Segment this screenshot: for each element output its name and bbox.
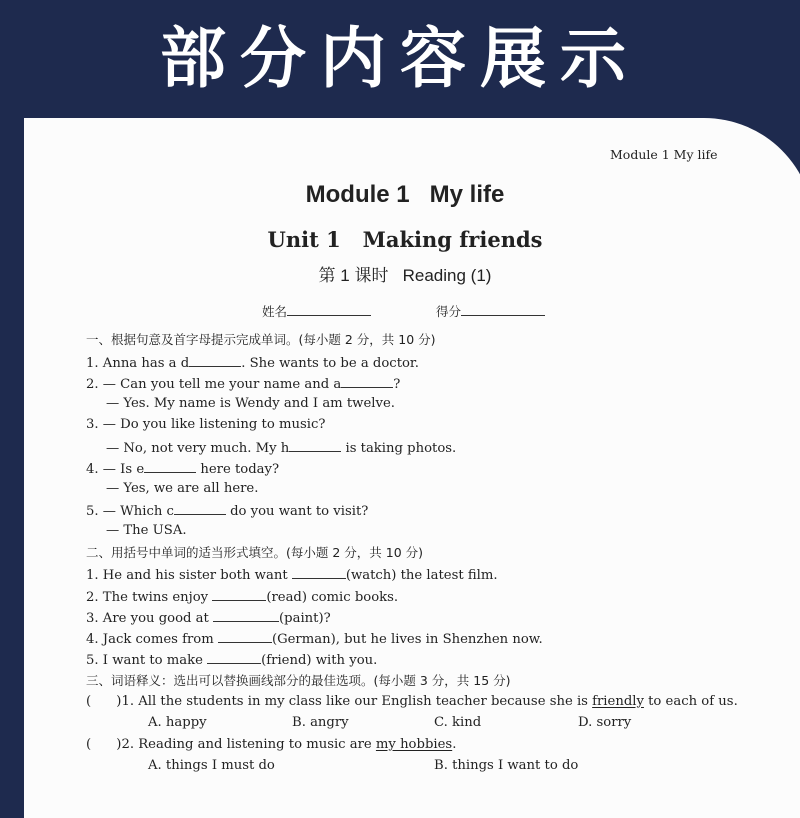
s2-question-5: 5. I want to make (friend) with you. bbox=[86, 650, 377, 670]
s1-q5-answer: — The USA. bbox=[106, 523, 187, 538]
banner bbox=[0, 0, 800, 120]
s1-q2-answer: — Yes. My name is Wendy and I am twelve. bbox=[106, 396, 395, 411]
s2-question-1: 1. He and his sister both want (watch) the latest film. bbox=[86, 565, 498, 585]
s2-q3-blank[interactable] bbox=[213, 608, 279, 622]
score-field[interactable] bbox=[436, 302, 545, 322]
s2-q4-blank[interactable] bbox=[218, 629, 272, 643]
s1-question-3: 3. — Do you like listening to music? bbox=[86, 417, 326, 432]
score-blank[interactable] bbox=[461, 302, 545, 316]
running-header: Module 1 My life bbox=[610, 147, 718, 162]
s3-q2-option-b[interactable]: B. things I want to do bbox=[434, 758, 579, 773]
section2-heading: 二、用括号中单词的适当形式填空。(每小题 2 分，共 10 分) bbox=[86, 545, 424, 560]
s3-q2-underlined: my hobbies bbox=[375, 737, 453, 752]
s1-q3-line2: — No, not very much. My h is taking photos. bbox=[106, 438, 456, 458]
s1-q5-blank[interactable] bbox=[174, 501, 226, 515]
s3-question-2: ( )2. Reading and listening to music are my hobbies. bbox=[86, 737, 457, 752]
name-label: 姓名 bbox=[262, 304, 288, 319]
section1-heading: 一、根据句意及首字母提示完成单词。(每小题 2 分，共 10 分) bbox=[86, 332, 436, 347]
section3-heading: 三、词语释义：选出可以替换画线部分的最佳选项。(每小题 3 分，共 15 分) bbox=[86, 673, 511, 688]
s1-question-1: 1. Anna has a d . She wants to be a doctor. bbox=[86, 353, 419, 373]
banner-title: 部分内容展示 bbox=[160, 20, 640, 97]
s3-q1-option-a[interactable]: A. happy bbox=[148, 715, 207, 730]
s2-question-4: 4. Jack comes from (German), but he lives in Shenzhen now. bbox=[86, 629, 543, 649]
s1-question-2: 2. — Can you tell me your name and a ? bbox=[86, 374, 400, 394]
s3-q1-option-b[interactable]: B. angry bbox=[292, 715, 349, 730]
s2-q5-blank[interactable] bbox=[207, 650, 261, 664]
s1-question-4: 4. — Is e here today? bbox=[86, 459, 279, 479]
s3-q1-option-d[interactable]: D. sorry bbox=[578, 715, 632, 730]
s1-q4-blank[interactable] bbox=[144, 459, 196, 473]
s3-q2-option-a[interactable]: A. things I must do bbox=[148, 758, 275, 773]
s2-q2-blank[interactable] bbox=[212, 587, 266, 601]
s1-q3-blank[interactable] bbox=[289, 438, 341, 452]
s2-question-2: 2. The twins enjoy (read) comic books. bbox=[86, 587, 398, 607]
s1-question-5: 5. — Which c do you want to visit? bbox=[86, 501, 368, 521]
s2-q1-blank[interactable] bbox=[292, 565, 346, 579]
s3-question-1: ( )1. All the students in my class like our English teacher because she is friendly to each of us. bbox=[86, 694, 738, 709]
s3-q1-option-c[interactable]: C. kind bbox=[434, 715, 482, 730]
s3-q1-underlined: friendly bbox=[592, 694, 644, 709]
lesson-title: 第 1 课时 Reading (1) bbox=[318, 266, 492, 285]
s3-q2-bracket[interactable]: ( ) bbox=[86, 737, 122, 752]
s1-q2-blank[interactable] bbox=[341, 374, 393, 388]
unit-title: Unit 1 Making friends bbox=[267, 227, 543, 252]
s2-question-3: 3. Are you good at (paint)? bbox=[86, 608, 331, 628]
name-field[interactable] bbox=[262, 302, 371, 322]
s1-q1-blank[interactable] bbox=[189, 353, 241, 367]
s3-q1-bracket[interactable]: ( ) bbox=[86, 694, 122, 709]
s1-q4-answer: — Yes, we are all here. bbox=[106, 481, 259, 496]
name-blank[interactable] bbox=[287, 302, 371, 316]
score-label: 得分 bbox=[436, 304, 462, 319]
module-title: Module 1 My life bbox=[305, 181, 505, 208]
document-page bbox=[24, 118, 800, 818]
